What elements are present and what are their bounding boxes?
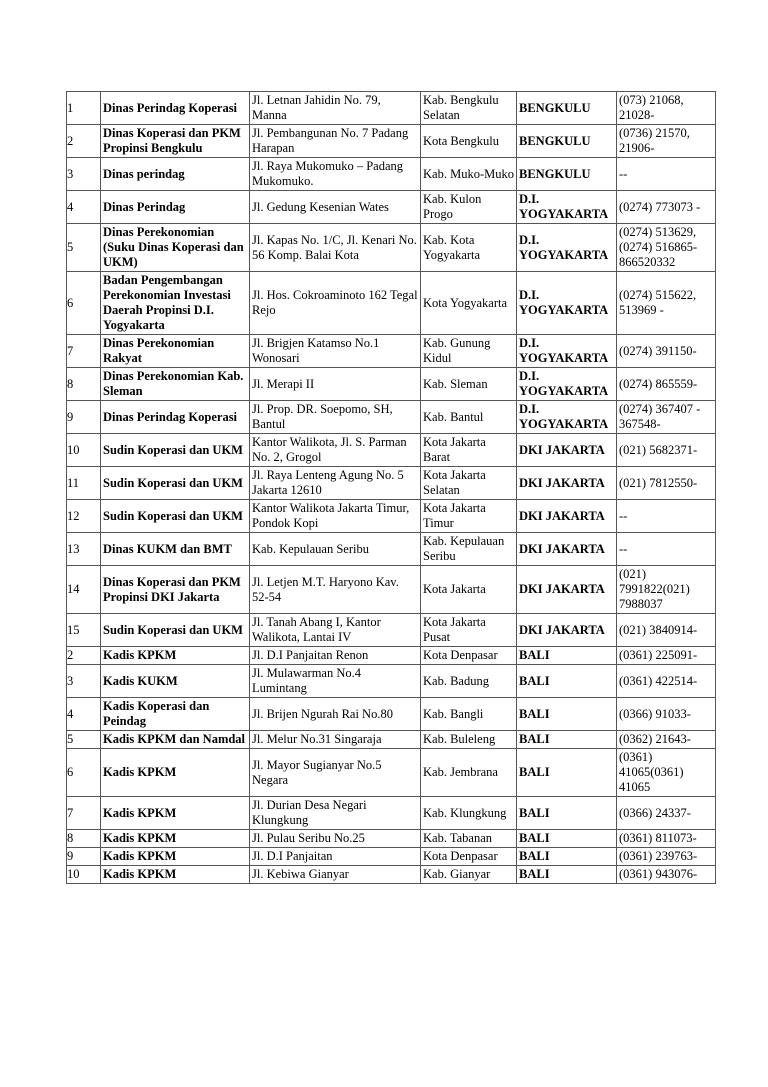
cell-phone: (0361) 225091-: [616, 646, 716, 664]
table-row: [66, 646, 716, 664]
cell-office-name: Dinas KUKM dan BMT: [100, 532, 249, 565]
cell-address: Jl. Melur No.31 Singaraja: [249, 730, 420, 748]
cell-phone: (021) 7812550-: [616, 466, 716, 499]
cell-address: Jl. Prop. DR. Soepomo, SH, Bantul: [249, 400, 420, 433]
cell-province: BALI: [516, 748, 616, 796]
table-row: [66, 748, 716, 796]
cell-number: 8: [66, 367, 100, 400]
cell-region: Kota Jakarta Timur: [420, 499, 516, 532]
cell-office-name: Kadis KPKM: [100, 646, 249, 664]
table-row: [66, 697, 716, 730]
cell-province: DKI JAKARTA: [516, 433, 616, 466]
cell-phone: (0736) 21570, 21906-: [616, 124, 716, 157]
cell-office-name: Kadis KUKM: [100, 664, 249, 697]
cell-province: BALI: [516, 847, 616, 865]
cell-address: Jl. Tanah Abang I, Kantor Walikota, Lantai IV: [249, 613, 420, 646]
cell-number: 7: [66, 334, 100, 367]
cell-number: 10: [66, 865, 100, 884]
table-row: [66, 157, 716, 190]
cell-address: Jl. Pulau Seribu No.25: [249, 829, 420, 847]
cell-phone: --: [616, 157, 716, 190]
cell-region: Kota Jakarta Selatan: [420, 466, 516, 499]
table-body: [66, 91, 716, 884]
cell-office-name: Kadis KPKM: [100, 748, 249, 796]
cell-office-name: Dinas Perindag Koperasi: [100, 400, 249, 433]
cell-region: Kota Bengkulu: [420, 124, 516, 157]
cell-phone: (0274) 773073 -: [616, 190, 716, 223]
cell-region: Kab. Gianyar: [420, 865, 516, 884]
cell-phone: (0361) 811073-: [616, 829, 716, 847]
cell-region: Kab. Gunung Kidul: [420, 334, 516, 367]
cell-office-name: Kadis KPKM: [100, 796, 249, 829]
cell-province: D.I. YOGYAKARTA: [516, 400, 616, 433]
table-row: [66, 433, 716, 466]
cell-region: Kab. Klungkung: [420, 796, 516, 829]
table-row: [66, 796, 716, 829]
cell-province: DKI JAKARTA: [516, 466, 616, 499]
cell-number: 6: [66, 271, 100, 334]
cell-office-name: Sudin Koperasi dan UKM: [100, 613, 249, 646]
cell-number: 15: [66, 613, 100, 646]
cell-province: D.I. YOGYAKARTA: [516, 367, 616, 400]
cell-phone: (0361) 41065(0361) 41065: [616, 748, 716, 796]
cell-office-name: Dinas Perekonomian (Suku Dinas Koperasi dan UKM): [100, 223, 249, 271]
cell-region: Kab. Kota Yogyakarta: [420, 223, 516, 271]
cell-address: Jl. Kebiwa Gianyar: [249, 865, 420, 884]
document-page: [66, 91, 716, 884]
cell-office-name: Kadis KPKM: [100, 847, 249, 865]
cell-province: BALI: [516, 796, 616, 829]
cell-address: Jl. Letnan Jahidin No. 79, Manna: [249, 91, 420, 124]
cell-number: 9: [66, 400, 100, 433]
cell-address: Jl. Durian Desa Negari Klungkung: [249, 796, 420, 829]
cell-region: Kota Jakarta: [420, 565, 516, 613]
cell-number: 4: [66, 697, 100, 730]
cell-phone: (0361) 422514-: [616, 664, 716, 697]
cell-address: Jl. Merapi II: [249, 367, 420, 400]
table-row: [66, 613, 716, 646]
table-row: [66, 91, 716, 124]
cell-address: Jl. Mayor Sugianyar No.5 Negara: [249, 748, 420, 796]
cell-region: Kab. Sleman: [420, 367, 516, 400]
cell-region: Kab. Bangli: [420, 697, 516, 730]
cell-number: 2: [66, 646, 100, 664]
cell-office-name: Badan Pengembangan Perekonomian Investasi Daerah Propinsi D.I. Yogyakarta: [100, 271, 249, 334]
cell-phone: (021) 3840914-: [616, 613, 716, 646]
cell-address: Kantor Walikota, Jl. S. Parman No. 2, Grogol: [249, 433, 420, 466]
cell-number: 11: [66, 466, 100, 499]
cell-province: BALI: [516, 730, 616, 748]
cell-province: BALI: [516, 829, 616, 847]
cell-phone: (021) 5682371-: [616, 433, 716, 466]
table-row: [66, 400, 716, 433]
cell-address: Jl. Raya Mukomuko – Padang Mukomuko.: [249, 157, 420, 190]
cell-phone: (0366) 91033-: [616, 697, 716, 730]
cell-region: Kota Jakarta Barat: [420, 433, 516, 466]
cell-phone: (073) 21068, 21028-: [616, 91, 716, 124]
cell-province: D.I. YOGYAKARTA: [516, 223, 616, 271]
cell-address: Jl. Kapas No. 1/C, Jl. Kenari No. 56 Komp. Balai Kota: [249, 223, 420, 271]
table-row: [66, 367, 716, 400]
table-row: [66, 499, 716, 532]
cell-address: Jl. Raya Lenteng Agung No. 5 Jakarta 12610: [249, 466, 420, 499]
cell-office-name: Dinas Perekonomian Kab. Sleman: [100, 367, 249, 400]
cell-phone: (0274) 367407 - 367548-: [616, 400, 716, 433]
cell-number: 10: [66, 433, 100, 466]
cell-phone: (0274) 513629, (0274) 516865-866520332: [616, 223, 716, 271]
table-row: [66, 565, 716, 613]
cell-address: Jl. Brijen Ngurah Rai No.80: [249, 697, 420, 730]
table-row: [66, 532, 716, 565]
cell-region: Kab. Buleleng: [420, 730, 516, 748]
cell-region: Kab. Kulon Progo: [420, 190, 516, 223]
cell-phone: (0274) 391150-: [616, 334, 716, 367]
cell-number: 13: [66, 532, 100, 565]
cell-province: BENGKULU: [516, 91, 616, 124]
cell-region: Kab. Jembrana: [420, 748, 516, 796]
cell-number: 5: [66, 730, 100, 748]
cell-phone: (0274) 515622, 513969 -: [616, 271, 716, 334]
cell-phone: (0361) 943076-: [616, 865, 716, 884]
table-row: [66, 847, 716, 865]
cell-region: Kab. Badung: [420, 664, 516, 697]
cell-number: 3: [66, 664, 100, 697]
table-row: [66, 829, 716, 847]
cell-phone: (021) 7991822(021) 7988037: [616, 565, 716, 613]
cell-number: 1: [66, 91, 100, 124]
cell-province: BALI: [516, 664, 616, 697]
cell-address: Kab. Kepulauan Seribu: [249, 532, 420, 565]
cell-office-name: Kadis KPKM: [100, 829, 249, 847]
table-row: [66, 730, 716, 748]
cell-number: 12: [66, 499, 100, 532]
cell-number: 9: [66, 847, 100, 865]
cell-number: 6: [66, 748, 100, 796]
table-row: [66, 124, 716, 157]
cell-office-name: Kadis KPKM dan Namdal: [100, 730, 249, 748]
cell-phone: (0366) 24337-: [616, 796, 716, 829]
cell-address: Jl. Letjen M.T. Haryono Kav. 52-54: [249, 565, 420, 613]
cell-office-name: Dinas Koperasi dan PKM Propinsi Bengkulu: [100, 124, 249, 157]
table-row: [66, 664, 716, 697]
cell-phone: (0361) 239763-: [616, 847, 716, 865]
cell-number: 5: [66, 223, 100, 271]
cell-number: 2: [66, 124, 100, 157]
cell-phone: (0362) 21643-: [616, 730, 716, 748]
cell-office-name: Dinas Perindag Koperasi: [100, 91, 249, 124]
cell-number: 4: [66, 190, 100, 223]
cell-phone: --: [616, 499, 716, 532]
cell-region: Kota Denpasar: [420, 646, 516, 664]
table-row: [66, 334, 716, 367]
cell-province: D.I. YOGYAKARTA: [516, 334, 616, 367]
cell-province: BALI: [516, 646, 616, 664]
cell-office-name: Kadis KPKM: [100, 865, 249, 884]
table-row: [66, 865, 716, 884]
cell-province: BALI: [516, 697, 616, 730]
cell-region: Kab. Bantul: [420, 400, 516, 433]
cell-address: Jl. D.I Panjaitan: [249, 847, 420, 865]
cell-office-name: Sudin Koperasi dan UKM: [100, 433, 249, 466]
cell-office-name: Dinas perindag: [100, 157, 249, 190]
cell-province: BALI: [516, 865, 616, 884]
table-row: [66, 223, 716, 271]
cell-region: Kota Jakarta Pusat: [420, 613, 516, 646]
cell-address: Kantor Walikota Jakarta Timur, Pondok Kopi: [249, 499, 420, 532]
cell-office-name: Sudin Koperasi dan UKM: [100, 466, 249, 499]
cell-region: Kota Yogyakarta: [420, 271, 516, 334]
cell-province: DKI JAKARTA: [516, 613, 616, 646]
cell-province: D.I. YOGYAKARTA: [516, 271, 616, 334]
cell-address: Jl. Mulawarman No.4 Lumintang: [249, 664, 420, 697]
cell-province: DKI JAKARTA: [516, 499, 616, 532]
cell-region: Kab. Bengkulu Selatan: [420, 91, 516, 124]
cell-province: BENGKULU: [516, 124, 616, 157]
cell-office-name: Dinas Perekonomian Rakyat: [100, 334, 249, 367]
cell-region: Kab. Muko-Muko: [420, 157, 516, 190]
cell-number: 8: [66, 829, 100, 847]
cell-office-name: Sudin Koperasi dan UKM: [100, 499, 249, 532]
cell-address: Jl. Gedung Kesenian Wates: [249, 190, 420, 223]
cell-province: D.I. YOGYAKARTA: [516, 190, 616, 223]
cell-office-name: Kadis Koperasi dan Peindag: [100, 697, 249, 730]
cell-province: BENGKULU: [516, 157, 616, 190]
cell-region: Kab. Kepulauan Seribu: [420, 532, 516, 565]
cell-phone: --: [616, 532, 716, 565]
cell-address: Jl. Pembangunan No. 7 Padang Harapan: [249, 124, 420, 157]
cell-province: DKI JAKARTA: [516, 565, 616, 613]
cell-province: DKI JAKARTA: [516, 532, 616, 565]
cell-phone: (0274) 865559-: [616, 367, 716, 400]
cell-address: Jl. D.I Panjaitan Renon: [249, 646, 420, 664]
cell-address: Jl. Brigjen Katamso No.1 Wonosari: [249, 334, 420, 367]
office-directory-table: [66, 91, 716, 884]
cell-office-name: Dinas Perindag: [100, 190, 249, 223]
cell-region: Kota Denpasar: [420, 847, 516, 865]
cell-number: 7: [66, 796, 100, 829]
table-row: [66, 466, 716, 499]
cell-number: 3: [66, 157, 100, 190]
table-row: [66, 190, 716, 223]
cell-address: Jl. Hos. Cokroaminoto 162 Tegal Rejo: [249, 271, 420, 334]
table-row: [66, 271, 716, 334]
cell-number: 14: [66, 565, 100, 613]
cell-region: Kab. Tabanan: [420, 829, 516, 847]
cell-office-name: Dinas Koperasi dan PKM Propinsi DKI Jakarta: [100, 565, 249, 613]
